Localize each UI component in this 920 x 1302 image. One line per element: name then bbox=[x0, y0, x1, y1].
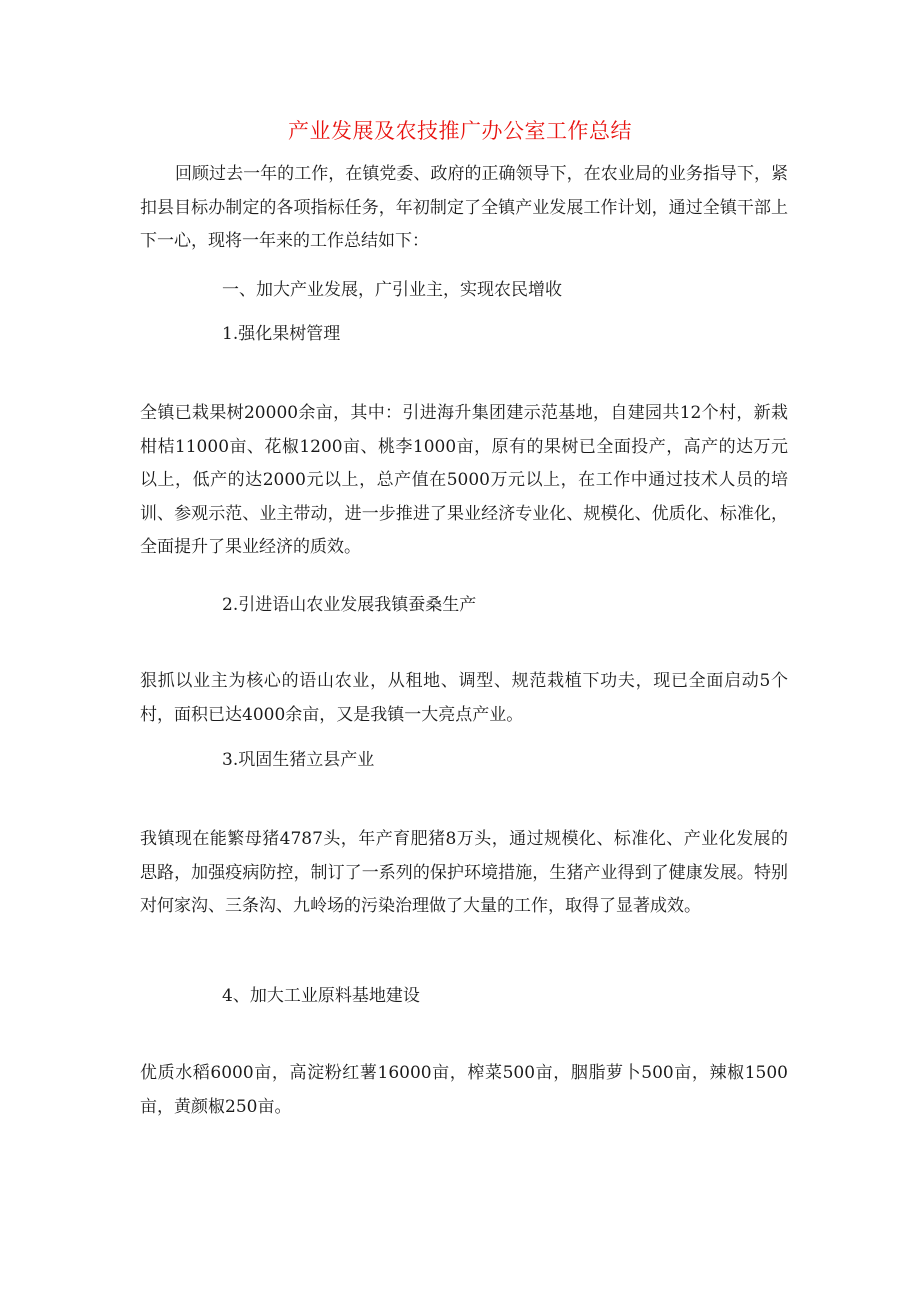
item-3-heading: 3.巩固生猪立县产业 bbox=[222, 750, 375, 770]
item-4-body: 优质水稻6000亩，高淀粉红薯16000亩，榨菜500亩，胭脂萝卜500亩，辣椒1500亩，黄颜椒250亩。 bbox=[140, 1063, 788, 1117]
item-1-heading: 1.强化果树管理 bbox=[222, 324, 341, 344]
item-2-heading: 2.引进语山农业发展我镇蚕桑生产 bbox=[222, 595, 477, 615]
item-2-body: 狠抓以业主为核心的语山农业，从租地、调型、规范栽植下功夫，现已全面启动5个村，面积已达4000余亩，又是我镇一大亮点产业。 bbox=[140, 671, 788, 725]
document-title: 产业发展及农技推广办公室工作总结 bbox=[288, 119, 632, 143]
section-1-heading: 一、加大产业发展，广引业主，实现农民增收 bbox=[222, 280, 562, 300]
item-4-heading: 4、加大工业原料基地建设 bbox=[222, 986, 420, 1006]
item-3-body: 我镇现在能繁母猪4787头，年产育肥猪8万头，通过规模化、标准化、产业化发展的思路，加强疫病防控，制订了一系列的保护环境措施，生猪产业得到了健康发展。特别对何家沟、三条沟、九岭场的污染治理做了大量的工作，取得了显著成效。 bbox=[140, 829, 788, 917]
intro-paragraph: 回顾过去一年的工作，在镇党委、政府的正确领导下，在农业局的业务指导下，紧扣县目标办制定的各项指标任务，年初制定了全镇产业发展工作计划，通过全镇干部上下一心，现将一年来的工作总结如下： bbox=[140, 164, 788, 252]
item-1-body: 全镇已栽果树20000余亩，其中：引进海升集团建示范基地，自建园共12个村，新栽柑桔11000亩、花椒1200亩、桃李1000亩，原有的果树已全面投产，高产的达万元以上，低产的达2000元以上，总产值在5000万元以上，在工作中通过技术人员的培训、参观示范、业主带动，进一步推进了果业经济专业化、规模化、优质化、标准化，全面提升了果业经济的质效。 bbox=[140, 403, 788, 558]
